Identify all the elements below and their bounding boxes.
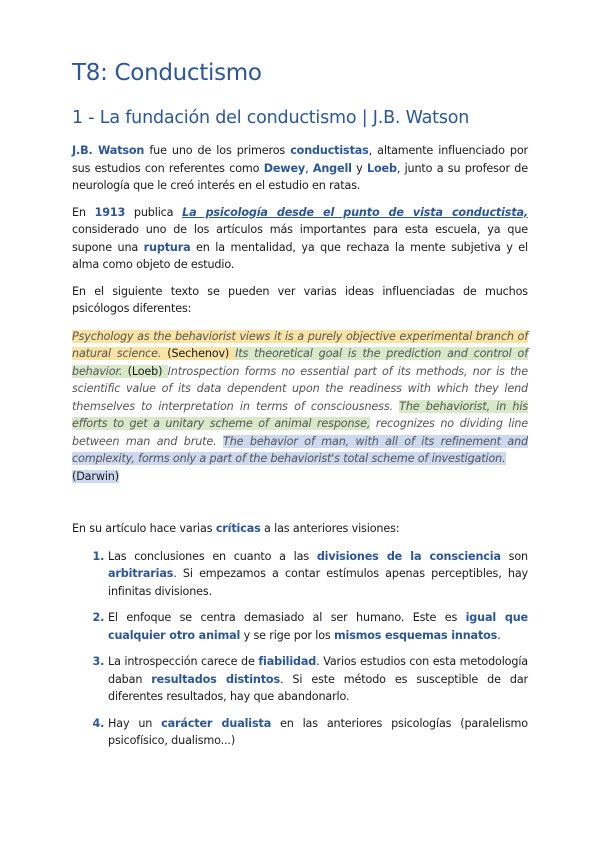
highlight-ruptura: ruptura [143,240,191,254]
quote-introspection: Introspection forms no essential part of its methods, nor is the scientific value of its data dependent upon the readiness with which they lend themselves to interpretation in terms of consciousness. [72,364,528,413]
list-highlight: mismos esquemas innatos [334,628,498,642]
list-highlight: divisiones de la consciencia [316,549,501,563]
paragraph-intro-quote: En el siguiente texto se pueden ver varias ideas influenciadas de muchos psicólogos diferentes: [72,284,528,315]
attribution-loeb: (Loeb) [122,364,168,378]
list-highlight: fiabilidad [258,655,317,668]
attribution-sechenov: (Sechenov) [161,347,236,360]
list-highlight: resultados distintos [151,672,280,686]
list-item: 3. La introspección carece de fiabilidad. Varios estudios con esta metodología daban resultados distintos. Si este método es susceptible de dar diferentes resultados, hay que abandonarlo. [108,653,528,706]
section-heading: 1 - La fundación del conductismo | J.B. Watson [72,108,470,128]
list-highlight: carácter dualista [161,716,272,730]
quote-sechenov: Psychology as the behaviorist views it is a purely objective experimental branch of natural science. [72,329,528,360]
quote-loeb: Its theoretical goal is the prediction and control of behavior. [72,347,528,378]
document-page [72,60,528,759]
list-highlight: igual que cualquier otro animal [108,611,528,642]
list-item: 1. Las conclusiones en cuanto a las divisiones de la consciencia son arbitrarias. Si empezamos a contar estímulos apenas perceptibles, hay infinitas divisiones. [108,548,528,601]
highlight-conductistas: conductistas [290,144,369,157]
criticism-list [72,548,528,750]
highlight-loeb: Loeb [367,161,397,175]
quote-unitary-scheme: The behaviorist, in his efforts to get a unitary scheme of animal response, [72,399,528,430]
highlight-angell: Angell [312,161,352,175]
highlight-year: 1913 [94,205,126,219]
highlight-watson: J.B. Watson [72,144,145,157]
article-link[interactable]: La psicología desde el punto de vista conductista, [182,205,529,219]
paragraph-criticas: En su artículo hace varias críticas a las anteriores visiones: [72,522,400,535]
list-item: 4. Hay un carácter dualista en las anteriores psicologías (paralelismo psicofísico, dualismo...) [108,715,528,750]
highlight-criticas: críticas [215,522,261,535]
list-highlight: arbitrarias [108,567,174,580]
attribution-darwin: (Darwin) [72,469,119,483]
quote-darwin: The behavior of man, with all of its refinement and complexity, forms only a part of the behaviorist's total scheme of investigation. [72,434,528,465]
behaviorist-quote [72,328,528,486]
page-title: T8: Conductismo [72,60,262,86]
list-item: 2. El enfoque se centra demasiado al ser humano. Este es igual que cualquier otro animal y se rige por los mismos esquemas innatos. [108,609,528,644]
quote-dividing-line: recognizes no dividing line between man and brute. [72,417,528,448]
paragraph-watson: J.B. Watson fue uno de los primeros conductistas, altamente influenciado por sus estudios con referentes como Dewey, Angell y Loeb, junto a su profesor de neurología que le creó interés en el estudio en ratas. [72,144,528,192]
paragraph-1913: En 1913 publica La psicología desde el punto de vista conductista, considerado uno de los artículos más importantes para esta escuela, ya que supone una ruptura en la mentalidad, ya que rechaza la mente subjetiva y el alma como objeto de estudio. [72,205,529,271]
highlight-dewey: Dewey [263,161,306,175]
